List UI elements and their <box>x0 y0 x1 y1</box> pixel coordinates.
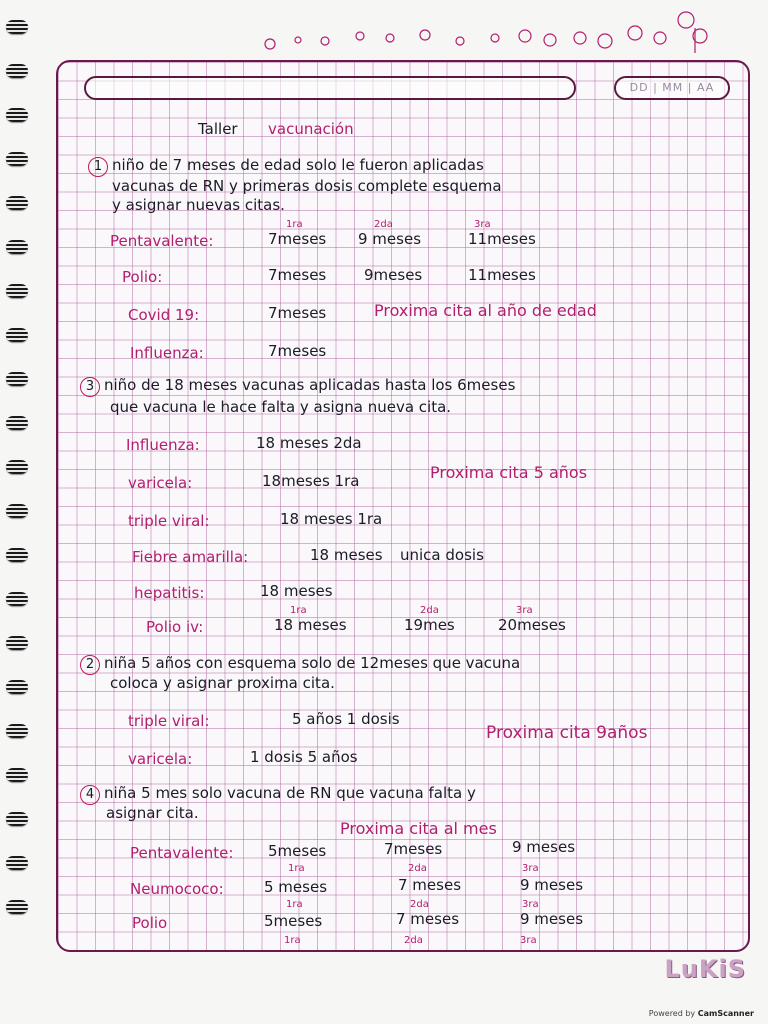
q4-row2-name: Neumococo: <box>130 880 224 898</box>
spiral-ring <box>6 680 28 694</box>
q3-row2-value: 1 dosis 5 años <box>250 748 358 766</box>
q4-row1-v1: 5meses <box>268 842 327 860</box>
q1-dose2: 2da <box>374 219 393 230</box>
q4-row2-v1: 5 meses <box>264 878 328 896</box>
q2-polio-label2: 2da <box>420 605 439 616</box>
q2-row2-name: varicela: <box>128 474 193 492</box>
camscanner-watermark <box>649 1009 754 1018</box>
flower-doodle <box>250 8 720 53</box>
q2-row4-extra: unica dosis <box>400 546 484 564</box>
q4-row1-l3: 3ra <box>522 863 539 874</box>
date-field: DD | MM | AA <box>614 76 730 100</box>
spiral-ring <box>6 152 28 166</box>
spiral-ring <box>6 416 28 430</box>
q2-polio-label3: 3ra <box>516 605 533 616</box>
q2-row1-value: 18 meses 2da <box>256 434 362 452</box>
brand-logo: LuKiS <box>664 955 746 983</box>
q2-row3-name: triple viral: <box>128 512 210 530</box>
spiral-ring <box>6 108 28 122</box>
notebook-page <box>56 60 750 952</box>
spiral-ring <box>6 768 28 782</box>
spiral-ring <box>6 64 28 78</box>
q4-row3-v2: 7 meses <box>396 910 460 928</box>
q2-polio-v2: 19mes <box>404 616 455 634</box>
q2-polio-v3: 20meses <box>498 616 566 634</box>
q1-row1-v3: 11meses <box>468 230 536 248</box>
q1-row1-name: Pentavalente: <box>110 232 214 250</box>
q3-line2: coloca y asignar proxima cita. <box>110 674 335 692</box>
title-bar <box>84 76 576 100</box>
q2-polio-v1: 18 meses <box>274 616 347 634</box>
q1-row2-v3: 11meses <box>468 266 536 284</box>
q4-row3-v3: 9 meses <box>520 910 584 928</box>
q2-number: 3 <box>80 377 100 397</box>
q4-row3-l1: 1ra <box>284 935 301 946</box>
q1-line2: vacunas de RN y primeras dosis complete esquema <box>112 177 502 195</box>
spiral-ring <box>6 372 28 386</box>
q4-row3-l3: 3ra <box>520 935 537 946</box>
q1-dose1: 1ra <box>286 219 303 230</box>
q2-row3-value: 18 meses 1ra <box>280 510 383 528</box>
q4-row2-v3: 9 meses <box>520 876 584 894</box>
q2-row4-value: 18 meses <box>310 546 383 564</box>
q3-row1-value: 5 años 1 dosis <box>292 710 400 728</box>
q4-line2: asignar cita. <box>106 804 199 822</box>
q4-row1-v2: 7meses <box>384 840 443 858</box>
spiral-ring <box>6 548 28 562</box>
q1-number: 1 <box>88 157 108 177</box>
q2-row4-name: Fiebre amarilla: <box>132 548 249 566</box>
spiral-ring <box>6 328 28 342</box>
q1-row3-note: Proxima cita al año de edad <box>374 301 597 320</box>
spiral-ring <box>6 636 28 650</box>
q2-row5-value: 18 meses <box>260 582 333 600</box>
q4-row2-l1: 1ra <box>286 899 303 910</box>
q4-row1-l2: 2da <box>408 863 427 874</box>
spiral-ring <box>6 724 28 738</box>
q3-note: Proxima cita 9años <box>486 723 648 743</box>
q4-row3-l2: 2da <box>404 935 423 946</box>
q3-row2-name: varicela: <box>128 750 193 768</box>
camscanner-text: CamScanner <box>697 1009 754 1018</box>
q1-row1-v2: 9 meses <box>358 230 422 248</box>
spiral-ring <box>6 504 28 518</box>
q4-line1: 4 niña 5 mes solo vacuna de RN que vacuna falta y <box>80 784 476 805</box>
spiral-ring <box>6 460 28 474</box>
q2-row5-name: hepatitis: <box>134 584 205 602</box>
q1-row3-v1: 7meses <box>268 304 327 322</box>
q1-row2-v2: 9meses <box>364 266 423 284</box>
spiral-ring <box>6 284 28 298</box>
q4-row3-name: Polio <box>132 914 168 932</box>
title-left: Taller <box>198 120 238 138</box>
q4-row1-v3: 9 meses <box>512 838 576 856</box>
spiral-ring <box>6 196 28 210</box>
q1-row1-v1: 7meses <box>268 230 327 248</box>
q1-row4-v1: 7meses <box>268 342 327 360</box>
spiral-ring <box>6 240 28 254</box>
q2-row2-note: Proxima cita 5 años <box>430 463 588 482</box>
q3-row1-name: triple viral: <box>128 712 210 730</box>
spiral-ring <box>6 856 28 870</box>
q2-line2: que vacuna le hace falta y asigna nueva cita. <box>110 398 452 416</box>
q4-row2-l2: 2da <box>410 899 429 910</box>
q2-row2-value: 18meses 1ra <box>262 472 360 490</box>
q2-row1-name: Influenza: <box>126 436 200 454</box>
q1-row4-name: Influenza: <box>130 344 204 362</box>
q4-row3-v1: 5meses <box>264 912 323 930</box>
q4-row2-v2: 7 meses <box>398 876 462 894</box>
q1-row3-name: Covid 19: <box>128 306 200 324</box>
spiral-ring <box>6 900 28 914</box>
spiral-ring <box>6 20 28 34</box>
q2-line1: 3 niño de 18 meses vacunas aplicadas hasta los 6meses <box>80 376 515 397</box>
spiral-ring <box>6 592 28 606</box>
q2-polio-name: Polio iv: <box>146 618 204 636</box>
q4-row1-l1: 1ra <box>288 863 305 874</box>
spiral-ring <box>6 812 28 826</box>
q1-line1: 1 niño de 7 meses de edad solo le fueron aplicadas <box>88 156 484 177</box>
q4-row1-name: Pentavalente: <box>130 844 234 862</box>
q1-line3: y asignar nuevas citas. <box>112 196 285 214</box>
q1-row2-name: Polio: <box>122 268 163 286</box>
q3-number: 2 <box>80 655 100 675</box>
q4-note: Proxima cita al mes <box>340 819 497 838</box>
q1-row2-v1: 7meses <box>268 266 327 284</box>
q4-number: 4 <box>80 785 100 805</box>
q2-polio-label1: 1ra <box>290 605 307 616</box>
q3-line1: 2 niña 5 años con esquema solo de 12meses que vacuna <box>80 654 520 675</box>
q1-dose3: 3ra <box>474 219 491 230</box>
powered-by-text: Powered by <box>648 1009 696 1018</box>
spiral-binding <box>0 20 30 940</box>
title-right: vacunación <box>268 120 354 138</box>
q4-row2-l3: 3ra <box>522 899 539 910</box>
